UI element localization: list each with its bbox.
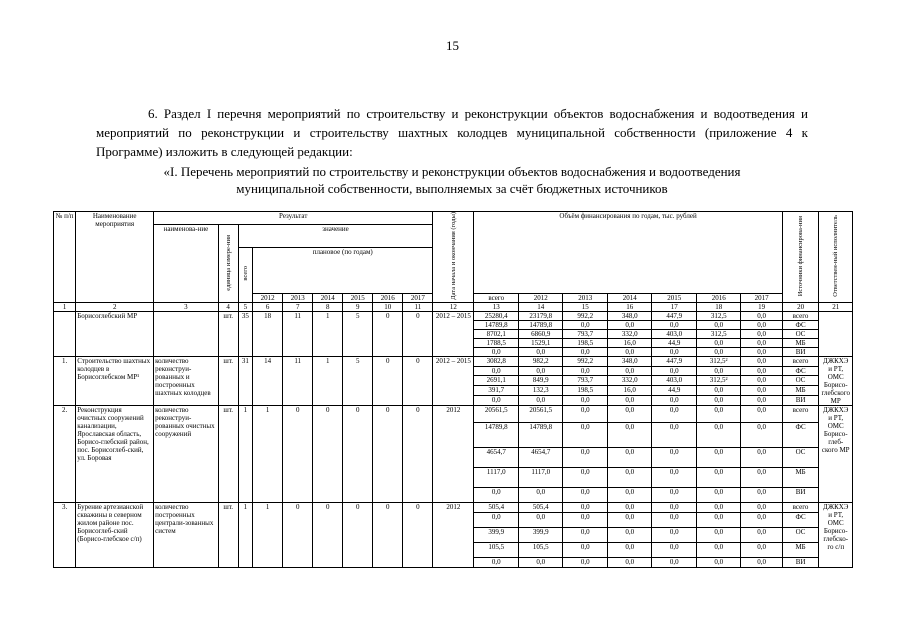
- row-fund-value: 992,2: [563, 311, 608, 320]
- row-fund-value: 14789,8: [474, 320, 519, 329]
- row-source: ВИ: [782, 347, 819, 356]
- column-number: 4: [218, 302, 238, 311]
- row-fund-value: 0,0: [652, 347, 697, 356]
- row-fund-value: 0,0: [696, 502, 741, 512]
- row-fund-value: 1529,1: [518, 338, 563, 347]
- row-num: 1.: [54, 356, 76, 405]
- row-fund-value: 0,0: [607, 347, 652, 356]
- row-fund-value: 20561,5: [518, 405, 563, 422]
- row-fund-value: 16,0: [607, 386, 652, 396]
- row-fund-value: 505,4: [518, 502, 563, 512]
- row-plan-value: 18: [253, 311, 283, 356]
- row-fund-value: 0,0: [696, 396, 741, 406]
- row-fund-value: 4654,7: [518, 447, 563, 467]
- row-fund-value: 0,0: [607, 366, 652, 376]
- column-number: 13: [474, 302, 519, 311]
- row-fund-value: 0,0: [607, 542, 652, 557]
- header-unit: единица измере-ния: [218, 225, 238, 303]
- row-fund-value: 0,0: [741, 366, 782, 376]
- row-plan-value: 0: [343, 502, 373, 567]
- row-fund-value: 447,9: [652, 311, 697, 320]
- row-fund-value: 0,0: [741, 338, 782, 347]
- row-fund-value: 4654,7: [474, 447, 519, 467]
- plan-year-header: 2015: [343, 293, 373, 302]
- column-number: 6: [253, 302, 283, 311]
- row-name: Борисоглебский МР: [76, 311, 154, 356]
- row-executor: ДЖКХЭ и РТ, ОМС Борисо-глебского МР: [819, 356, 853, 405]
- row-fund-value: 0,0: [607, 396, 652, 406]
- row-fund-value: 0,0: [474, 557, 519, 567]
- column-number: 15: [563, 302, 608, 311]
- row-fund-value: 1788,5: [474, 338, 519, 347]
- intro-paragraph: 6. Раздел I перечня мероприятий по строительству и реконструкции объектов водоснабжения и водоотведения и мероприятий по реконструкции и строительству шахтных колодцев муниципальной собственности (приложение 4 к Программе) изложить в следующей редакции:: [96, 106, 808, 159]
- row-plan-value: 0: [403, 502, 433, 567]
- row-fund-value: 0,0: [696, 405, 741, 422]
- column-number: 1: [54, 302, 76, 311]
- row-source: всего: [782, 311, 819, 320]
- row-fund-value: 0,0: [741, 542, 782, 557]
- row-fund-value: 0,0: [741, 347, 782, 356]
- row-fund-value: 0,0: [741, 386, 782, 396]
- row-fund-value: 0,0: [741, 311, 782, 320]
- row-fund-value: 2691,1: [474, 376, 519, 386]
- row-fund-value: 0,0: [652, 512, 697, 527]
- row-fund-value: 0,0: [563, 487, 608, 502]
- row-fund-value: 849,9: [518, 376, 563, 386]
- row-fund-value: 16,0: [607, 338, 652, 347]
- fund-year-header: 2015: [652, 293, 697, 302]
- row-fund-value: 403,0: [652, 376, 697, 386]
- row-num: 3.: [54, 502, 76, 567]
- header-value: значение: [238, 225, 433, 248]
- row-fund-value: 0,0: [652, 542, 697, 557]
- row-source: ФС: [782, 422, 819, 447]
- plan-year-header: 2014: [313, 293, 343, 302]
- row-fund-value: 0,0: [607, 512, 652, 527]
- row-fund-value: 105,5: [474, 542, 519, 557]
- header-total: всего: [238, 247, 252, 302]
- row-fund-value: 0,0: [696, 467, 741, 487]
- row-fund-value: 0,0: [518, 347, 563, 356]
- row-fund-value: 0,0: [607, 487, 652, 502]
- row-plan-value: 0: [373, 502, 403, 567]
- row-source: ВИ: [782, 396, 819, 406]
- plan-year-header: 2013: [283, 293, 313, 302]
- column-number: 19: [741, 302, 782, 311]
- row-plan-value: 0: [403, 356, 433, 405]
- row-fund-value: 14789,8: [474, 422, 519, 447]
- row-fund-value: 403,0: [652, 329, 697, 338]
- row-source: всего: [782, 405, 819, 422]
- row-dates: 2012 – 2015: [433, 356, 474, 405]
- row-source: ФС: [782, 512, 819, 527]
- row-fund-value: 0,0: [696, 542, 741, 557]
- row-source: ОС: [782, 527, 819, 542]
- row-fund-value: 312,5: [696, 311, 741, 320]
- row-source: МБ: [782, 467, 819, 487]
- row-fund-value: 0,0: [474, 487, 519, 502]
- fund-year-header: 2017: [741, 293, 782, 302]
- row-fund-value: 0,0: [563, 527, 608, 542]
- column-number: 16: [607, 302, 652, 311]
- row-source: МБ: [782, 338, 819, 347]
- row-fund-value: 0,0: [518, 366, 563, 376]
- row-fund-value: 0,0: [563, 557, 608, 567]
- row-fund-value: 399,9: [474, 527, 519, 542]
- row-source: ВИ: [782, 487, 819, 502]
- row-fund-value: 0,0: [518, 396, 563, 406]
- row-fund-value: 0,0: [563, 542, 608, 557]
- column-number: 11: [403, 302, 433, 311]
- row-fund-value: 25280,4: [474, 311, 519, 320]
- row-fund-value: 8702,1: [474, 329, 519, 338]
- row-executor: ДЖКХЭ и РТ, ОМС Борисо-глебско-го с/п: [819, 502, 853, 567]
- row-fund-value: 0,0: [741, 376, 782, 386]
- row-total: 31: [238, 356, 252, 405]
- row-fund-value: 332,0: [607, 329, 652, 338]
- row-fund-value: 198,5: [563, 338, 608, 347]
- row-fund-value: 0,0: [652, 366, 697, 376]
- row-executor: [819, 311, 853, 356]
- row-plan-value: 5: [343, 356, 373, 405]
- row-source: ВИ: [782, 557, 819, 567]
- column-number: 3: [154, 302, 219, 311]
- column-number: 21: [819, 302, 853, 311]
- row-fund-value: 0,0: [696, 386, 741, 396]
- row-fund-value: 0,0: [563, 320, 608, 329]
- column-number: 8: [313, 302, 343, 311]
- row-fund-value: 14789,8: [518, 320, 563, 329]
- table-row: [54, 502, 853, 512]
- row-fund-value: 0,0: [607, 502, 652, 512]
- row-fund-value: 0,0: [696, 338, 741, 347]
- row-plan-value: 14: [253, 356, 283, 405]
- row-fund-value: 105,5: [518, 542, 563, 557]
- row-name: Строительство шахтных колодцев в Борисоглебском МР¹: [76, 356, 154, 405]
- row-fund-value: 0,0: [563, 366, 608, 376]
- row-fund-value: 0,0: [741, 557, 782, 567]
- row-result: количество реконструи-рованных очистных сооружений: [154, 405, 219, 502]
- row-fund-value: 14789,8: [518, 422, 563, 447]
- row-fund-value: 198,5: [563, 386, 608, 396]
- row-fund-value: 0,0: [518, 487, 563, 502]
- row-fund-value: 399,9: [518, 527, 563, 542]
- row-executor: ДЖКХЭ и РТ, ОМС Борисо-глеб-ского МР: [819, 405, 853, 502]
- row-fund-value: 0,0: [474, 366, 519, 376]
- row-source: ОС: [782, 329, 819, 338]
- row-plan-value: 5: [343, 311, 373, 356]
- row-fund-value: 44,9: [652, 386, 697, 396]
- row-fund-value: 0,0: [563, 422, 608, 447]
- row-fund-value: 0,0: [696, 512, 741, 527]
- column-number: 12: [433, 302, 474, 311]
- plan-year-header: 2012: [253, 293, 283, 302]
- row-plan-value: 0: [373, 405, 403, 502]
- row-source: ОС: [782, 376, 819, 386]
- column-number: 2: [76, 302, 154, 311]
- row-num: 2.: [54, 405, 76, 502]
- fund-year-header: 2016: [696, 293, 741, 302]
- row-plan-value: 0: [343, 405, 373, 502]
- plan-year-header: 2016: [373, 293, 403, 302]
- row-fund-value: 0,0: [741, 487, 782, 502]
- row-fund-value: 0,0: [607, 405, 652, 422]
- row-source: МБ: [782, 386, 819, 396]
- header-executor: Ответствен-ный исполнитель: [819, 212, 853, 303]
- row-fund-value: 992,2: [563, 356, 608, 366]
- header-source: Источники финансирова-ния: [782, 212, 819, 303]
- column-number: 9: [343, 302, 373, 311]
- row-source: ФС: [782, 320, 819, 329]
- row-source: всего: [782, 502, 819, 512]
- table-row: [54, 405, 853, 422]
- row-plan-value: 0: [373, 356, 403, 405]
- row-plan-value: 0: [313, 502, 343, 567]
- row-fund-value: 0,0: [474, 512, 519, 527]
- row-fund-value: 505,4: [474, 502, 519, 512]
- row-plan-value: 0: [283, 502, 313, 567]
- row-total: 35: [238, 311, 252, 356]
- measures-table: [53, 211, 853, 568]
- row-fund-value: 0,0: [563, 405, 608, 422]
- row-dates: 2012: [433, 405, 474, 502]
- row-source: МБ: [782, 542, 819, 557]
- row-fund-value: 0,0: [652, 527, 697, 542]
- row-unit: шт.: [218, 356, 238, 405]
- row-dates: 2012 – 2015: [433, 311, 474, 356]
- row-fund-value: 391,7: [474, 386, 519, 396]
- row-fund-value: 23179,8: [518, 311, 563, 320]
- fund-year-header: 2013: [563, 293, 608, 302]
- column-number: 17: [652, 302, 697, 311]
- row-fund-value: 0,0: [696, 347, 741, 356]
- row-fund-value: 0,0: [652, 502, 697, 512]
- row-fund-value: 1117,0: [474, 467, 519, 487]
- row-fund-value: 0,0: [518, 512, 563, 527]
- header-funding: Объём финансирования по годам, тыс. рублей: [474, 212, 782, 294]
- row-fund-value: 0,0: [652, 396, 697, 406]
- row-result: количество построенных централи-зованных систем: [154, 502, 219, 567]
- row-plan-value: 11: [283, 356, 313, 405]
- row-fund-value: 793,7: [563, 329, 608, 338]
- row-source: ОС: [782, 447, 819, 467]
- fund-year-header: 2014: [607, 293, 652, 302]
- row-plan-value: 0: [373, 311, 403, 356]
- row-fund-value: 0,0: [741, 329, 782, 338]
- row-fund-value: 0,0: [696, 422, 741, 447]
- row-fund-value: 0,0: [652, 487, 697, 502]
- row-source: всего: [782, 356, 819, 366]
- row-fund-value: 312,5: [696, 329, 741, 338]
- row-result: количество реконструи-рованных и построенных шахтных колодцев: [154, 356, 219, 405]
- plan-year-header: 2017: [403, 293, 433, 302]
- row-plan-value: 0: [403, 405, 433, 502]
- row-fund-value: 0,0: [741, 447, 782, 467]
- row-plan-value: 0: [283, 405, 313, 502]
- row-plan-value: 1: [313, 311, 343, 356]
- column-number: 10: [373, 302, 403, 311]
- column-number: 18: [696, 302, 741, 311]
- row-fund-value: 1117,0: [518, 467, 563, 487]
- header-planned: плановое (по годам): [253, 247, 433, 293]
- row-result: [154, 311, 219, 356]
- row-total: 1: [238, 502, 252, 567]
- row-fund-value: 0,0: [563, 347, 608, 356]
- header-result-name: наименова-ние: [154, 225, 219, 303]
- row-fund-value: 132,3: [518, 386, 563, 396]
- row-fund-value: 0,0: [607, 447, 652, 467]
- table-row: [54, 311, 853, 320]
- row-fund-value: 0,0: [652, 405, 697, 422]
- row-fund-value: 0,0: [563, 512, 608, 527]
- row-name: Реконструкция очистных сооружений канализации, Ярославская область, Борисо-глебский район, пос. Борисоглеб-ский, ул. Боровая: [76, 405, 154, 502]
- column-number: 7: [283, 302, 313, 311]
- row-plan-value: 0: [313, 405, 343, 502]
- row-fund-value: 0,0: [741, 512, 782, 527]
- row-fund-value: 0,0: [696, 557, 741, 567]
- row-fund-value: 0,0: [741, 467, 782, 487]
- row-fund-value: 0,0: [696, 487, 741, 502]
- row-fund-value: 0,0: [607, 557, 652, 567]
- row-unit: шт.: [218, 311, 238, 356]
- row-plan-value: 0: [403, 311, 433, 356]
- header-name: Наименование мероприятия: [76, 212, 154, 303]
- row-fund-value: 0,0: [607, 467, 652, 487]
- row-fund-value: 0,0: [607, 527, 652, 542]
- row-name: Бурение артезианской скважины в северном жилом районе пос. Борисоглеб-ский (Борисо-глебское с/п): [76, 502, 154, 567]
- heading-line-2: муниципальной собственности, выполняемых за счёт бюджетных источников: [236, 181, 668, 196]
- row-fund-value: 20561,5: [474, 405, 519, 422]
- row-fund-value: 0,0: [518, 557, 563, 567]
- column-number: 5: [238, 302, 252, 311]
- row-fund-value: 0,0: [652, 557, 697, 567]
- row-fund-value: 0,0: [563, 447, 608, 467]
- row-fund-value: 0,0: [563, 502, 608, 512]
- row-fund-value: 348,0: [607, 311, 652, 320]
- row-fund-value: 0,0: [607, 320, 652, 329]
- row-fund-value: 0,0: [696, 447, 741, 467]
- row-fund-value: 0,0: [563, 467, 608, 487]
- row-plan-value: 1: [253, 405, 283, 502]
- column-number: 14: [518, 302, 563, 311]
- row-fund-value: 0,0: [696, 366, 741, 376]
- row-fund-value: 793,7: [563, 376, 608, 386]
- row-num: [54, 311, 76, 356]
- row-fund-value: 0,0: [741, 405, 782, 422]
- table-heading: [96, 163, 808, 197]
- row-fund-value: 0,0: [741, 422, 782, 447]
- row-total: 1: [238, 405, 252, 502]
- row-fund-value: 332,0: [607, 376, 652, 386]
- row-fund-value: 0,0: [741, 356, 782, 366]
- row-plan-value: 1: [253, 502, 283, 567]
- row-fund-value: 0,0: [474, 396, 519, 406]
- row-fund-value: 0,0: [563, 396, 608, 406]
- row-fund-value: 447,9: [652, 356, 697, 366]
- row-plan-value: 11: [283, 311, 313, 356]
- row-fund-value: 0,0: [652, 422, 697, 447]
- row-fund-value: 44,9: [652, 338, 697, 347]
- header-dates: Дата начала и окончания (годы): [433, 212, 474, 303]
- table-row: [54, 356, 853, 366]
- row-fund-value: 0,0: [652, 467, 697, 487]
- row-unit: шт.: [218, 405, 238, 502]
- row-fund-value: 982,2: [518, 356, 563, 366]
- row-source: ФС: [782, 366, 819, 376]
- row-fund-value: 0,0: [474, 347, 519, 356]
- row-fund-value: 0,0: [741, 320, 782, 329]
- page-number: 15: [446, 38, 459, 53]
- row-fund-value: 0,0: [696, 320, 741, 329]
- header-num: № п/п: [54, 212, 76, 303]
- fund-total-header: всего: [474, 293, 519, 302]
- row-fund-value: 0,0: [741, 396, 782, 406]
- row-fund-value: 0,0: [741, 502, 782, 512]
- row-fund-value: 0,0: [607, 422, 652, 447]
- fund-year-header: 2012: [518, 293, 563, 302]
- header-result: Результат: [154, 212, 433, 225]
- row-fund-value: 6860,9: [518, 329, 563, 338]
- row-fund-value: 312,5²: [696, 356, 741, 366]
- row-fund-value: 312,5²: [696, 376, 741, 386]
- row-fund-value: 0,0: [652, 320, 697, 329]
- heading-line-1: «I. Перечень мероприятий по строительству и реконструкции объектов водоснабжения и водоотведения: [163, 164, 741, 179]
- column-number: 20: [782, 302, 819, 311]
- row-fund-value: 0,0: [741, 527, 782, 542]
- row-fund-value: 348,0: [607, 356, 652, 366]
- row-plan-value: 1: [313, 356, 343, 405]
- row-fund-value: 3082,8: [474, 356, 519, 366]
- row-fund-value: 0,0: [652, 447, 697, 467]
- row-unit: шт.: [218, 502, 238, 567]
- row-fund-value: 0,0: [696, 527, 741, 542]
- row-dates: 2012: [433, 502, 474, 567]
